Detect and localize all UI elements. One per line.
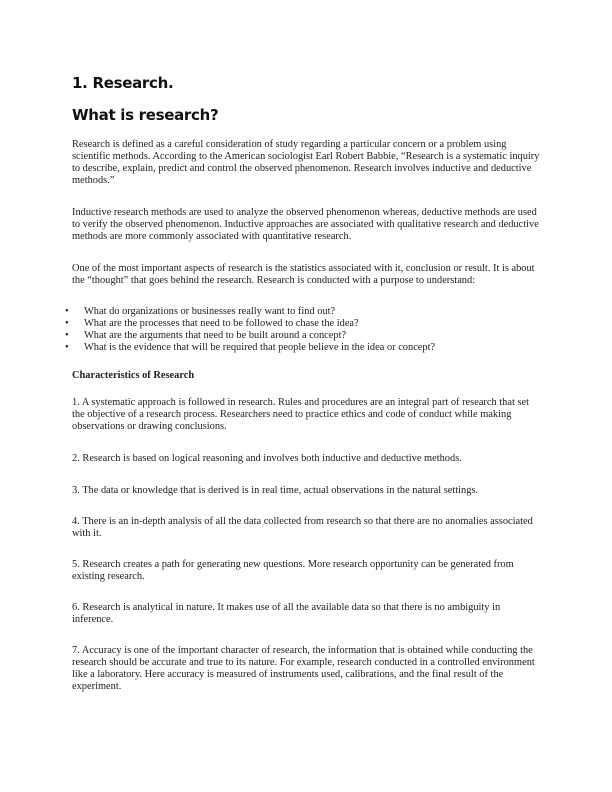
bullet-icon: • bbox=[65, 318, 69, 330]
characteristic-item: 6. Research is analytical in nature. It makes use of all the available data so that there is no ambiguity in inference. bbox=[72, 602, 501, 626]
paragraph-definition: Research is defined as a careful consideration of study regarding a particular concern or a problem using scientific methods. According to the American sociologist Earl Robert Babbie, “Research is a systematic inquiry to describe, explain, predict and control the observed phenomenon. Research involves inductive and deductive methods.” bbox=[72, 139, 540, 187]
list-item: • What do organizations or businesses really want to find out? bbox=[65, 306, 336, 317]
bullet-icon: • bbox=[65, 330, 69, 342]
list-item: • What are the arguments that need to be built around a concept? bbox=[65, 330, 347, 342]
characteristic-item: 2. Research is based on logical reasoning and involves both inductive and deductive methods. bbox=[72, 453, 462, 464]
characteristic-item: 5. Research creates a path for generating new questions. More research opportunity can be generated from existing research. bbox=[72, 559, 514, 583]
list-item: • What are the processes that need to be followed to chase the idea? bbox=[65, 318, 359, 330]
characteristics-heading: Characteristics of Research bbox=[72, 370, 195, 381]
list-item: • What is the evidence that will be required that people believe in the idea or concept? bbox=[65, 342, 436, 354]
bullet-icon: • bbox=[65, 342, 69, 354]
section-title: 1. Research. bbox=[72, 74, 174, 92]
characteristic-item: 7. Accuracy is one of the important character of research, the information that is obtained while conducting the research should be accurate and true to its nature. For example, research conducted in a controlled environment like a laboratory. Here accuracy is measured of instruments used, calibrations, and the final result of the experiment. bbox=[72, 645, 535, 693]
paragraph-inductive-deductive: Inductive research methods are used to analyze the observed phenomenon whereas, deductive methods are used to verify the observed phenomenon. Inductive approaches are associated with qualitative research and deductive methods are more commonly associated with quantitative research. bbox=[72, 207, 539, 243]
paragraph-purpose: One of the most important aspects of research is the statistics associated with it, conclusion or result. It is about the “thought” that goes behind the research. Research is conducted with a purpose to understand: bbox=[72, 263, 535, 287]
characteristic-item: 4. There is an in-depth analysis of all the data collected from research so that there are no anomalies associated with it. bbox=[72, 516, 533, 540]
bullet-icon: • bbox=[65, 306, 69, 317]
purpose-bullet-list bbox=[60, 306, 540, 354]
subtitle: What is research? bbox=[72, 106, 219, 124]
characteristic-item: 1. A systematic approach is followed in research. Rules and procedures are an integral part of research that set the objective of a research process. Researchers need to practice ethics and code of conduct while making observations or drawing conclusions. bbox=[72, 397, 530, 433]
characteristic-item: 3. The data or knowledge that is derived is in real time, actual observations in the natural settings. bbox=[72, 485, 479, 496]
